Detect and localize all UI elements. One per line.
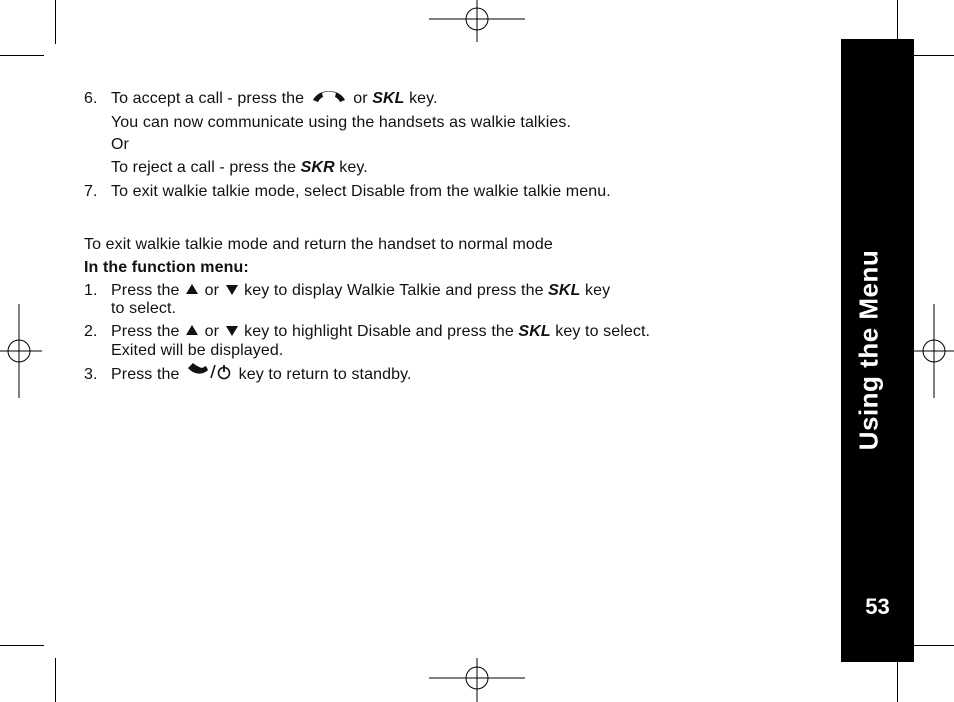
step-number: 6. bbox=[84, 90, 98, 107]
crop-mark bbox=[910, 645, 954, 646]
registration-mark-icon bbox=[908, 304, 954, 398]
step-text: Exited will be displayed. bbox=[111, 342, 284, 359]
step-text: Press the bbox=[111, 366, 180, 384]
step-text: Press the bbox=[111, 282, 180, 299]
step-text: To exit walkie talkie mode, select Disable from the walkie talkie menu. bbox=[111, 183, 611, 200]
step-text-end: key. bbox=[339, 159, 368, 176]
step-text: Press the bbox=[111, 323, 180, 340]
or-text: or bbox=[353, 90, 368, 108]
content bbox=[84, 0, 784, 702]
chapter-title: Using the Menu bbox=[853, 249, 884, 451]
crop-mark bbox=[55, 658, 56, 702]
step-text: to select. bbox=[111, 300, 177, 317]
section-intro: To exit walkie talkie mode and return the handset to normal mode bbox=[84, 236, 553, 253]
subheading: In the function menu: bbox=[84, 259, 249, 276]
arrow-down-icon bbox=[226, 285, 238, 295]
skl-key: SKL bbox=[548, 282, 581, 299]
step-text-end: key to return to standby. bbox=[238, 366, 412, 384]
crop-mark bbox=[55, 0, 56, 44]
or-text: or bbox=[204, 323, 220, 340]
step-text: key to display Walkie Talkie and press the bbox=[244, 282, 544, 299]
step-text: You can now communicate using the handsets as walkie talkies. bbox=[111, 114, 571, 131]
arrow-up-icon bbox=[186, 325, 198, 335]
step-number: 3. bbox=[84, 366, 98, 383]
or-text: or bbox=[204, 282, 220, 299]
skl-key: SKL bbox=[518, 323, 551, 340]
step-number: 1. bbox=[84, 282, 98, 299]
registration-mark-icon bbox=[0, 304, 42, 398]
end-call-power-icon bbox=[186, 362, 234, 382]
step-number: 7. bbox=[84, 183, 98, 200]
page-number: 53 bbox=[865, 594, 890, 619]
step-text: To reject a call - press the bbox=[111, 159, 297, 176]
crop-mark bbox=[910, 55, 954, 56]
arrow-down-icon bbox=[226, 326, 238, 336]
crop-mark bbox=[0, 55, 44, 56]
phone-talk-icon bbox=[311, 86, 347, 106]
crop-mark bbox=[897, 658, 898, 702]
step-number: 2. bbox=[84, 323, 98, 340]
skr-key: SKR bbox=[300, 159, 335, 176]
step-text: key to highlight Disable and press the bbox=[244, 323, 514, 340]
crop-mark bbox=[897, 0, 898, 44]
step-text-end: key bbox=[585, 282, 611, 299]
skl-key: SKL bbox=[372, 90, 405, 108]
step-text-end: key to select. bbox=[555, 323, 651, 340]
step-text: To accept a call - press the bbox=[111, 90, 305, 108]
step-text: Or bbox=[111, 136, 129, 153]
arrow-up-icon bbox=[186, 284, 198, 294]
crop-mark bbox=[0, 645, 44, 646]
step-text-end: key. bbox=[409, 90, 438, 108]
